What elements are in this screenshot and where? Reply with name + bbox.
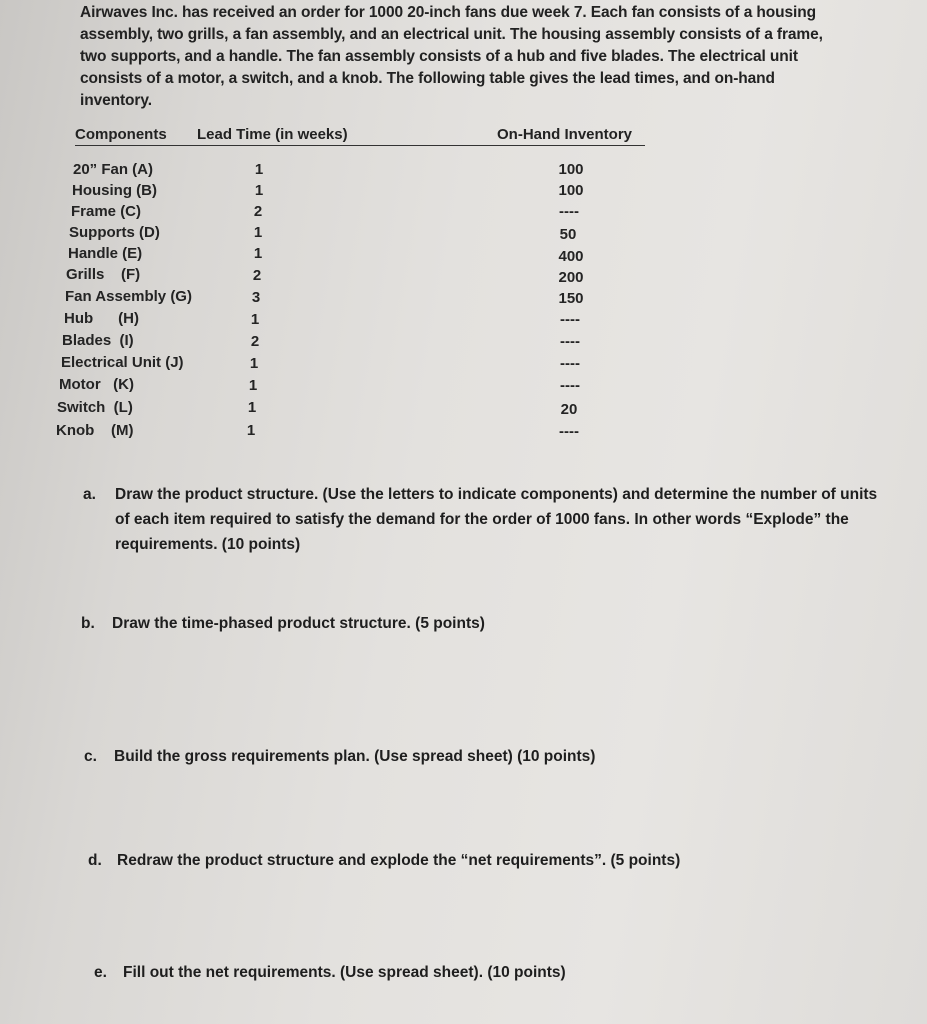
- lead-time-value: 1: [246, 422, 256, 439]
- component-name: Switch (L): [57, 399, 133, 416]
- component-name: Hub (H): [64, 310, 139, 327]
- question-a: [83, 482, 883, 562]
- lead-time-value: 1: [254, 182, 264, 199]
- component-name: Knob (M): [56, 422, 134, 439]
- component-name: Motor (K): [59, 376, 134, 393]
- header-components: Components: [75, 126, 167, 143]
- lead-time-value: 3: [251, 289, 261, 306]
- inventory-value: 100: [558, 182, 584, 199]
- component-name: Supports (D): [69, 224, 160, 241]
- lead-time-value: 2: [253, 203, 263, 220]
- lead-time-value: 1: [249, 355, 259, 372]
- inventory-value: 200: [558, 269, 584, 286]
- question-letter: d.: [88, 852, 102, 869]
- intro-paragraph: Airwaves Inc. has received an order for 1000 20-inch fans due week 7. Each fan consists of a housing assembly, two grills, a fan assembly, and an electrical unit. The housing assembly consists of a frame, two supports, and a handle. The fan assembly consists of a hub and five blades. The electrical unit consists of a motor, a switch, and a knob. The following table gives the lead times, and on-hand inventory.: [80, 4, 823, 109]
- question-text: Redraw the product structure and explode the “net requirements”. (5 points): [117, 852, 681, 869]
- lead-time-value: 2: [252, 267, 262, 284]
- question-letter: e.: [94, 964, 107, 981]
- inventory-value: ----: [559, 423, 579, 440]
- question-text: Fill out the net requirements. (Use spread sheet). (10 points): [123, 964, 566, 981]
- inventory-value: ----: [559, 203, 579, 220]
- lead-time-value: 2: [250, 333, 260, 350]
- header-on-hand-inventory: On-Hand Inventory: [497, 126, 633, 143]
- lead-time-value: 1: [253, 245, 263, 262]
- question-b: [81, 611, 881, 641]
- question-text: Draw the product structure. (Use the letters to indicate components) and determine the number of units of each item required to satisfy the demand for the order of 1000 fans. In other words “Explode” the requirements. (10 points): [115, 486, 878, 553]
- inventory-value: ----: [560, 377, 580, 394]
- inventory-value: 400: [558, 248, 584, 265]
- question-letter: b.: [81, 615, 95, 632]
- inventory-value: ----: [560, 311, 580, 328]
- component-name: Blades (I): [62, 332, 134, 349]
- component-name: Grills (F): [66, 266, 141, 283]
- lead-time-value: 1: [250, 311, 260, 328]
- question-c: [84, 744, 884, 774]
- inventory-value: 20: [560, 401, 578, 418]
- component-name: 20” Fan (A): [73, 161, 154, 178]
- question-e: [94, 960, 894, 990]
- lead-time-value: 1: [253, 224, 263, 241]
- question-d: [88, 848, 888, 878]
- question-text: Draw the time-phased product structure. (5 points): [112, 615, 485, 632]
- header-rule: [75, 145, 645, 146]
- inventory-value: 150: [558, 290, 584, 307]
- component-name: Electrical Unit (J): [61, 354, 184, 371]
- inventory-value: 50: [559, 226, 577, 243]
- question-letter: c.: [84, 748, 97, 765]
- inventory-value: ----: [560, 333, 580, 350]
- inventory-value: ----: [560, 355, 580, 372]
- component-name: Frame (C): [71, 203, 142, 220]
- component-name: Handle (E): [68, 245, 143, 262]
- component-name: Housing (B): [72, 182, 157, 199]
- lead-time-value: 1: [248, 377, 258, 394]
- question-text: Build the gross requirements plan. (Use spread sheet) (10 points): [114, 748, 596, 765]
- header-lead-time: Lead Time (in weeks): [197, 126, 348, 143]
- component-name: Fan Assembly (G): [65, 288, 192, 305]
- question-letter: a.: [83, 486, 96, 503]
- lead-time-value: 1: [254, 161, 264, 178]
- inventory-value: 100: [558, 161, 584, 178]
- lead-time-value: 1: [247, 399, 257, 416]
